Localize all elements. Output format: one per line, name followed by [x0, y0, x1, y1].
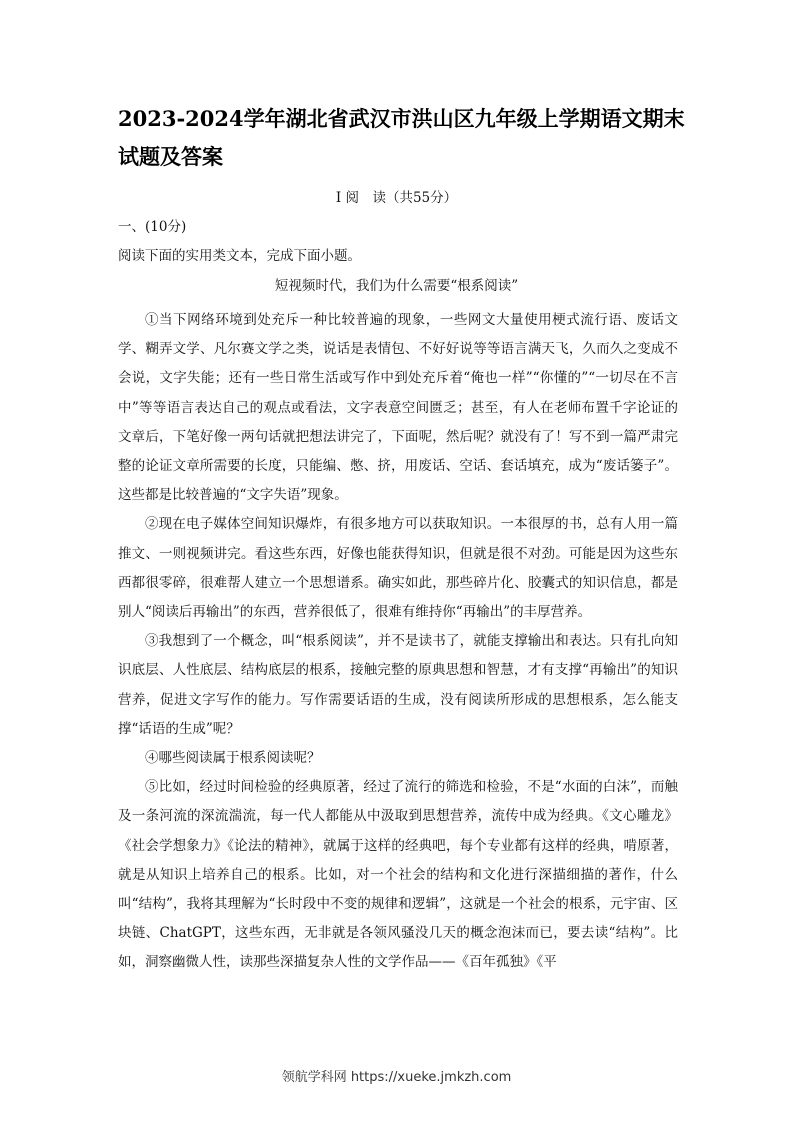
paragraph-1: ①当下网络环境到处充斥一种比较普遍的现象，一些网文大量使用梗式流行语、废话文学、糊弄文学、凡尔赛文学之类，说话是表情包、不好好说等等语言满天飞，久而久之变成不会说，文字失能；还有一些日常生活或写作中到处充斥着“俺也一样”“你懂的”“一切尽在不言中”等等语言表达自己的观点或看法，文字表意空间匮乏；甚至，有人在老师布置千字论证的文章后，下笔好像一两句话就把想法讲完了，下面呢，然后呢？就没有了！写不到一篇严肃完整的论证文章所需要的长度，只能编、憋、挤，用废话、空话、套话填充，成为“废话篓子”。这些都是比较普遍的“文字失语”现象。 [118, 312, 678, 504]
question-number: 一、(10分) [118, 219, 187, 235]
paragraph-5: ⑤比如，经过时间检验的经典原著，经过了流行的筛选和检验，不是“水面的白沫”，而触及一条河流的深流湍流，每一代人都能从中汲取到思想营养，流传中成为经典。《文心雕龙》《社会学想象力》《论法的精神》，就属于这样的经典吧，每个专业都有这样的经典，啃原著，就是从知识上培养自己的根系。比如，对一个社会的结构和文化进行深描细描的著作，什么叫“结构”，我将其理解为“长时段中不变的规律和逻辑”，这就是一个社会的根系，元宇宙、区块链、ChatGPT，这些东西，无非就是各领风骚没几天的概念泡沫而已，要去读“结构”。比如，洞察幽微人性，读那些深描复杂人性的文学作品——《百年孤独》《平 [118, 779, 678, 971]
document-title: 2023-2024学年湖北省武汉市洪山区九年级上学期语文期末试题及答案 [118, 106, 685, 169]
article-body [118, 306, 678, 978]
section-heading: Ⅰ 阅 读（共55分） [335, 190, 458, 206]
article-title: 短视频时代，我们为什么需要“根系阅读” [274, 278, 519, 294]
question-instruction: 阅读下面的实用类文本，完成下面小题。 [118, 248, 361, 264]
paragraph-4: ④哪些阅读属于根系阅读呢？ [145, 750, 321, 767]
paragraph-2: ②现在电子媒体空间知识爆炸，有很多地方可以获取知识。一本很厚的书，总有人用一篇推文、一则视频讲完。看这些东西，好像也能获得知识，但就是很不对劲。可能是因为这些东西都很零碎，很难帮人建立一个思想谱系。确实如此，那些碎片化、胶囊式的知识信息，都是别人“阅读后再输出”的东西，营养很低了，很难有维持你“再输出”的丰厚营养。 [118, 516, 678, 621]
paragraph-3: ③我想到了一个概念，叫“根系阅读”，并不是读书了，就能支撑输出和表达。只有扎向知识底层、人性底层、结构底层的根系，接触完整的原典思想和智慧，才有支撑“再输出”的知识营养，促进文字写作的能力。写作需要话语的生成，没有阅读所形成的思想根系，怎么能支撑“话语的生成”呢？ [118, 633, 678, 737]
page-footer-watermark: 领航学科网 https://xueke.jmkzh.com [281, 1070, 512, 1085]
